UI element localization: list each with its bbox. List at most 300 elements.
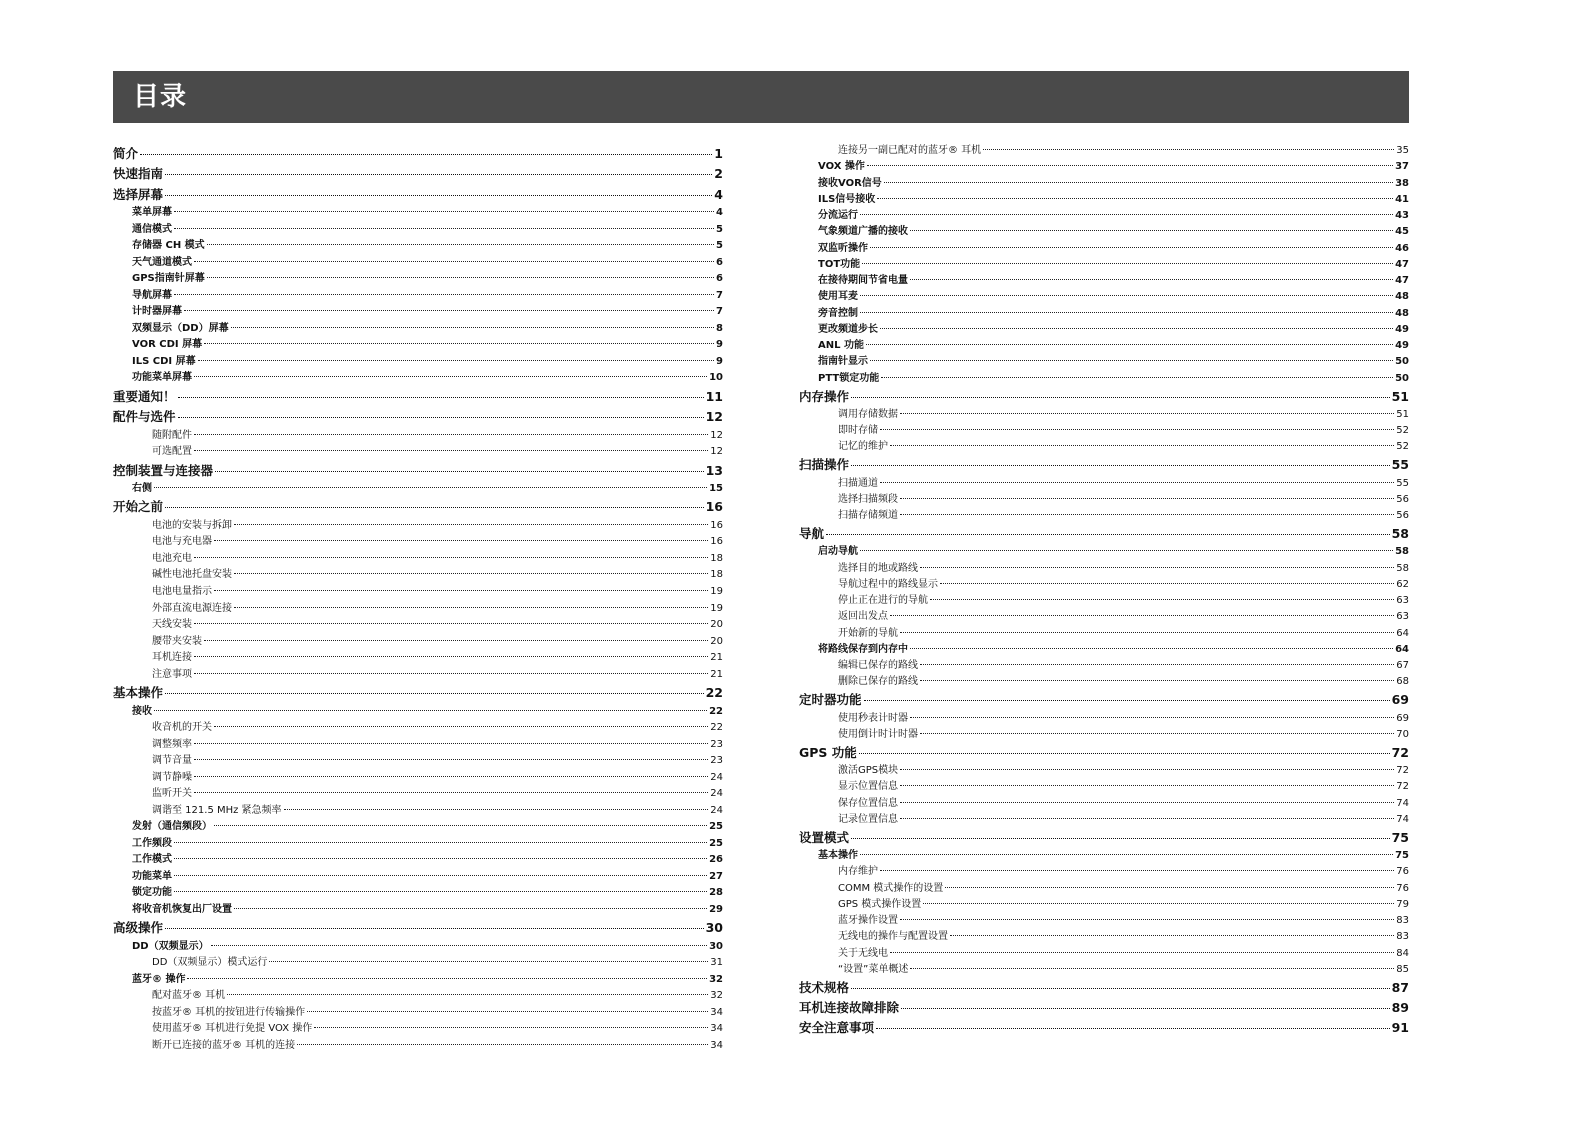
toc-page-number: 48 [1395, 307, 1409, 319]
toc-dot-leader [194, 434, 708, 435]
toc-entry-label: 连接另一副已配对的蓝牙® 耳机 [838, 145, 982, 156]
toc-entry[interactable] [799, 675, 1409, 689]
toc-dot-leader [154, 487, 707, 488]
toc-entry-label: 使用蓝牙® 耳机进行免提 VOX 操作 [152, 1023, 313, 1035]
toc-entry-label: 配件与选件 [113, 409, 176, 425]
toc-dot-leader [184, 310, 714, 311]
toc-entry-label: 调节音量 [152, 755, 192, 767]
toc-entry[interactable] [113, 272, 723, 286]
toc-entry[interactable] [113, 429, 723, 443]
toc-page-number: 68 [1396, 676, 1409, 688]
toc-dot-leader [920, 680, 1394, 681]
toc-entry[interactable] [113, 256, 723, 270]
toc-entry-label: 调节静噪 [152, 771, 192, 783]
toc-entry[interactable] [113, 410, 723, 424]
toc-entry-label: 显示位置信息 [838, 781, 898, 793]
toc-page-number: 55 [1391, 457, 1409, 473]
toc-dot-leader [880, 482, 1394, 483]
toc-page-number: 7 [716, 306, 723, 318]
toc-entry[interactable] [113, 223, 723, 237]
toc-page-number: 26 [709, 854, 723, 866]
toc-page-number: 35 [1396, 145, 1409, 156]
toc-page-number: 12 [710, 429, 723, 441]
toc-entry[interactable] [799, 578, 1409, 592]
toc-dot-leader [920, 733, 1394, 734]
toc-dot-leader [866, 344, 1393, 345]
toc-entry-label: 导航 [799, 526, 825, 542]
toc-entry[interactable] [799, 493, 1409, 507]
toc-entry-label: COMM 模式操作的设置 [838, 882, 944, 894]
toc-dot-leader [851, 988, 1390, 989]
toc-entry[interactable] [113, 552, 723, 566]
toc-entry[interactable] [799, 914, 1409, 928]
toc-page-number: 22 [705, 685, 723, 701]
toc-entry[interactable] [113, 188, 723, 202]
toc-entry[interactable] [113, 618, 723, 632]
toc-entry[interactable] [113, 500, 723, 514]
toc-entry[interactable] [113, 482, 723, 496]
toc-dot-leader [920, 567, 1394, 568]
toc-dot-leader [860, 312, 1393, 313]
toc-entry-label: 耳机连接故障排除 [799, 1000, 900, 1015]
toc-entry-label: 腰带夹安装 [152, 635, 202, 647]
toc-entry-label: 定时器功能 [799, 692, 862, 708]
toc-entry[interactable] [799, 813, 1409, 827]
toc-entry-label: 停止正在进行的导航 [838, 595, 928, 607]
toc-entry-label: 扫描操作 [799, 457, 850, 473]
toc-entry-label: “设置”菜单概述 [838, 963, 909, 975]
toc-dot-leader [194, 557, 708, 558]
toc-page-number: 19 [710, 586, 723, 598]
toc-entry-label: 接收VOR信号 [818, 177, 882, 189]
toc-page-number: 76 [1396, 882, 1409, 894]
toc-page-number: 85 [1396, 963, 1409, 975]
toc-entry[interactable] [799, 1001, 1409, 1015]
toc-entry[interactable] [113, 771, 723, 785]
toc-entry[interactable] [799, 898, 1409, 912]
toc-entry-label: 使用倒计时计时器 [838, 728, 918, 740]
toc-page-number: 56 [1396, 510, 1409, 522]
toc-entry-label: 指南针显示 [818, 356, 868, 368]
toc-page-number: 32 [709, 973, 723, 985]
toc-page-number: 55 [1396, 477, 1409, 489]
toc-page-number: 30 [709, 940, 723, 952]
toc-entry-label: 基本操作 [818, 850, 858, 862]
toc-entry[interactable] [799, 274, 1409, 288]
toc-entry[interactable] [113, 445, 723, 459]
toc-dot-leader [297, 1044, 708, 1045]
toc-entry[interactable] [799, 323, 1409, 337]
toc-entry[interactable] [113, 635, 723, 649]
toc-entry[interactable] [799, 981, 1409, 995]
toc-dot-leader [234, 607, 708, 608]
toc-dot-leader [877, 198, 1393, 199]
toc-entry-label: VOR CDI 屏幕 [132, 339, 203, 351]
toc-entry[interactable] [113, 956, 723, 970]
toc-entry[interactable] [113, 1022, 723, 1036]
toc-entry[interactable] [799, 424, 1409, 438]
toc-entry[interactable] [113, 602, 723, 616]
toc-entry[interactable] [799, 764, 1409, 778]
toc-entry-label: ILS信号接收 [818, 193, 876, 205]
toc-entry[interactable] [799, 307, 1409, 321]
toc-entry[interactable] [113, 464, 723, 478]
toc-entry[interactable] [113, 668, 723, 682]
toc-page-number: 83 [1396, 931, 1409, 943]
toc-page-number: 79 [1396, 898, 1409, 910]
toc-entry-label: 选择扫描频段 [838, 493, 898, 505]
toc-page-number: 58 [1395, 546, 1409, 558]
toc-entry[interactable] [113, 147, 723, 161]
toc-dot-leader [140, 154, 712, 155]
toc-entry[interactable] [113, 921, 723, 935]
toc-page-number: 67 [1396, 660, 1409, 672]
toc-entry[interactable] [799, 594, 1409, 608]
toc-entry[interactable] [799, 930, 1409, 944]
toc-dot-leader [901, 1008, 1390, 1009]
toc-entry-label: 分流运行 [818, 210, 858, 222]
toc-entry-label: 菜单屏幕 [132, 207, 172, 219]
toc-entry[interactable] [113, 651, 723, 665]
toc-entry-label: 存储器 CH 模式 [132, 240, 205, 252]
toc-dot-leader [890, 445, 1394, 446]
toc-dot-leader [165, 693, 704, 694]
toc-entry[interactable] [799, 242, 1409, 256]
toc-entry-label: 启动导航 [818, 546, 858, 558]
toc-entry-label: 内存维护 [838, 866, 878, 878]
toc-dot-leader [194, 792, 708, 793]
toc-page-number: 8 [716, 322, 723, 334]
toc-entry-label: 气象频道广播的接收 [818, 226, 908, 238]
toc-entry[interactable] [113, 705, 723, 719]
toc-dot-leader [910, 230, 1393, 231]
toc-page-number: 9 [716, 355, 723, 367]
toc-entry-label: 返回出发点 [838, 611, 888, 623]
toc-entry[interactable] [799, 458, 1409, 472]
toc-entry[interactable] [799, 160, 1409, 174]
toc-page-number: 72 [1396, 765, 1409, 777]
toc-dot-leader [174, 891, 707, 892]
toc-entry[interactable] [799, 562, 1409, 576]
toc-entry-label: 激活GPS模块 [838, 765, 899, 777]
toc-page-number: 47 [1395, 275, 1409, 287]
toc-entry-label: 快速指南 [113, 166, 164, 182]
toc-entry[interactable] [799, 610, 1409, 624]
toc-page-number: 10 [709, 372, 723, 384]
toc-entry[interactable] [799, 193, 1409, 207]
toc-dot-leader [920, 664, 1394, 665]
toc-entry[interactable] [799, 643, 1409, 657]
toc-page-number: 45 [1395, 226, 1409, 238]
toc-entry[interactable] [799, 545, 1409, 559]
toc-entry[interactable] [799, 477, 1409, 491]
toc-page-number: 21 [710, 652, 723, 664]
toc-page-number: 27 [709, 870, 723, 882]
toc-page-number: 84 [1396, 947, 1409, 959]
toc-entry-label: 扫描存储频道 [838, 510, 898, 522]
toc-dot-leader [890, 615, 1394, 616]
toc-entry-label: 电池充电 [152, 552, 192, 564]
toc-dot-leader [860, 214, 1393, 215]
toc-entry[interactable] [799, 527, 1409, 541]
toc-entry[interactable] [799, 693, 1409, 707]
toc-entry[interactable] [113, 390, 723, 404]
toc-entry[interactable] [799, 177, 1409, 191]
toc-entry-label: 工作频段 [132, 837, 172, 849]
toc-entry[interactable] [799, 290, 1409, 304]
toc-entry[interactable] [113, 804, 723, 818]
toc-page-number: 21 [710, 668, 723, 680]
toc-page-number: 16 [710, 536, 723, 548]
toc-entry[interactable] [113, 355, 723, 369]
toc-entry-label: 按蓝牙® 耳机的按钮进行传输操作 [152, 1006, 306, 1018]
toc-page-number: 69 [1396, 712, 1409, 724]
toc-entry-label: 计时器屏幕 [132, 306, 182, 318]
toc-entry[interactable] [113, 989, 723, 1003]
toc-entry[interactable] [113, 973, 723, 987]
toc-page-number: 72 [1391, 744, 1409, 760]
toc-dot-leader [214, 825, 707, 826]
toc-entry[interactable] [113, 870, 723, 884]
toc-page-number: 46 [1395, 242, 1409, 254]
toc-entry[interactable] [799, 509, 1409, 523]
toc-entry[interactable] [799, 746, 1409, 760]
toc-dot-leader [950, 935, 1394, 936]
toc-entry-label: 双监听操作 [818, 242, 868, 254]
toc-entry-label: 锁定功能 [132, 887, 172, 899]
toc-entry-label: 工作模式 [132, 854, 172, 866]
toc-dot-leader [900, 498, 1394, 499]
toc-page-number: 74 [1396, 813, 1409, 825]
toc-entry-label: 功能菜单 [132, 870, 172, 882]
toc-dot-leader [178, 397, 704, 398]
toc-entry[interactable] [799, 1021, 1409, 1035]
toc-entry[interactable] [113, 1006, 723, 1020]
toc-entry[interactable] [799, 712, 1409, 726]
toc-entry[interactable] [799, 728, 1409, 742]
toc-entry[interactable] [799, 882, 1409, 896]
toc-entry-label: GPS指南针屏幕 [132, 273, 205, 285]
toc-entry-label: 电池与充电器 [152, 536, 212, 548]
toc-entry-label: 导航过程中的路线显示 [838, 578, 938, 590]
toc-entry[interactable] [799, 372, 1409, 386]
toc-page-number: 91 [1391, 1020, 1409, 1035]
toc-dot-leader [900, 802, 1394, 803]
toc-dot-leader [165, 174, 712, 175]
toc-page-number: 30 [705, 920, 723, 936]
toc-entry-label: 技术规格 [799, 980, 850, 995]
toc-dot-leader [900, 769, 1394, 770]
toc-page-number: 89 [1391, 1000, 1409, 1015]
toc-entry[interactable] [799, 258, 1409, 272]
toc-entry[interactable] [113, 853, 723, 867]
toc-entry-label: 使用秒表计时器 [838, 712, 908, 724]
toc-entry-label: 将收音机恢复出厂设置 [132, 903, 232, 915]
toc-entry[interactable] [799, 440, 1409, 454]
toc-dot-leader [862, 263, 1393, 264]
toc-page-number: 87 [1391, 980, 1409, 995]
toc-entry-label: 蓝牙® 操作 [132, 973, 186, 985]
toc-dot-leader [194, 759, 708, 760]
toc-entry[interactable] [113, 568, 723, 582]
toc-entry-label: 电池的安装与拆卸 [152, 519, 232, 531]
toc-entry[interactable] [799, 865, 1409, 879]
toc-dot-leader [900, 818, 1394, 819]
toc-entry[interactable] [113, 322, 723, 336]
toc-page-number: 34 [710, 1023, 723, 1035]
toc-page-number: 4 [716, 207, 723, 219]
toc-page-number: 50 [1395, 372, 1409, 384]
toc-page-number: 13 [705, 462, 723, 478]
toc-entry[interactable] [799, 225, 1409, 239]
toc-dot-leader [174, 858, 707, 859]
toc-entry-label: 记忆的维护 [838, 441, 888, 453]
toc-dot-leader [214, 540, 708, 541]
toc-entry[interactable] [113, 371, 723, 385]
toc-entry-label: 设置模式 [799, 829, 850, 845]
toc-entry[interactable] [799, 355, 1409, 369]
toc-dot-leader [880, 328, 1393, 329]
toc-dot-leader [867, 165, 1393, 166]
toc-entry[interactable] [113, 754, 723, 768]
toc-entry-label: 内存操作 [799, 388, 850, 404]
toc-page-number: 51 [1391, 388, 1409, 404]
toc-entry[interactable] [113, 820, 723, 834]
toc-entry[interactable] [113, 535, 723, 549]
toc-page-number: 22 [710, 722, 723, 734]
toc-dot-leader [231, 327, 714, 328]
toc-entry-label: DD（双频显示）模式运行 [152, 957, 268, 969]
toc-page-number: 63 [1396, 611, 1409, 623]
toc-dot-leader [851, 838, 1390, 839]
toc-page-number: 56 [1396, 493, 1409, 505]
toc-entry[interactable] [799, 209, 1409, 223]
toc-entry[interactable] [113, 738, 723, 752]
toc-page-number: 24 [710, 788, 723, 800]
toc-entry[interactable] [799, 963, 1409, 977]
toc-dot-leader [165, 507, 704, 508]
toc-entry-label: 蓝牙操作设置 [838, 915, 898, 927]
toc-entry[interactable] [113, 721, 723, 735]
toc-entry-label: GPS 功能 [799, 744, 857, 760]
toc-dot-leader [194, 450, 708, 451]
toc-entry-label: 重要通知！ [113, 388, 176, 404]
toc-page-number: 24 [710, 771, 723, 783]
toc-page-number: 32 [710, 990, 723, 1002]
toc-entry[interactable] [113, 338, 723, 352]
toc-entry[interactable] [113, 206, 723, 220]
toc-entry[interactable] [113, 837, 723, 851]
toc-entry[interactable] [113, 305, 723, 319]
toc-entry-label: 扫描通道 [838, 477, 878, 489]
toc-entry[interactable] [799, 408, 1409, 422]
toc-entry[interactable] [799, 144, 1409, 158]
toc-entry-label: 天线安装 [152, 619, 192, 631]
toc-dot-leader [910, 279, 1393, 280]
toc-dot-leader [178, 417, 704, 418]
toc-dot-leader [876, 1028, 1390, 1029]
toc-entry[interactable] [113, 886, 723, 900]
toc-dot-leader [900, 919, 1394, 920]
toc-entry[interactable] [799, 947, 1409, 961]
toc-dot-leader [860, 295, 1393, 296]
toc-entry[interactable] [799, 659, 1409, 673]
toc-dot-leader [940, 583, 1394, 584]
toc-entry[interactable] [113, 239, 723, 253]
toc-entry[interactable] [113, 1039, 723, 1053]
toc-entry-label: 碱性电池托盘安装 [152, 569, 232, 581]
toc-page-number: 7 [716, 289, 723, 301]
toc-dot-leader [234, 524, 708, 525]
toc-entry[interactable] [113, 289, 723, 303]
toc-page-number: 12 [710, 446, 723, 458]
toc-entry-label: 配对蓝牙® 耳机 [152, 990, 226, 1002]
toc-entry-label: 电池电量指示 [152, 586, 212, 598]
toc-entry[interactable] [113, 940, 723, 954]
toc-entry-label: 耳机连接 [152, 652, 192, 664]
toc-entry-label: 编辑已保存的路线 [838, 660, 918, 672]
toc-entry[interactable] [113, 686, 723, 700]
toc-page-number: 5 [716, 223, 723, 235]
toc-dot-leader [864, 700, 1390, 701]
toc-entry[interactable] [799, 627, 1409, 641]
toc-dot-leader [923, 903, 1394, 904]
toc-entry-label: 使用耳麦 [818, 291, 858, 303]
toc-entry[interactable] [799, 797, 1409, 811]
toc-entry-label: 记录位置信息 [838, 813, 898, 825]
toc-entry-label: 删除已保存的路线 [838, 676, 918, 688]
toc-entry[interactable] [113, 167, 723, 181]
toc-entry[interactable] [113, 903, 723, 917]
toc-title-bar [113, 71, 1409, 123]
toc-dot-leader [859, 753, 1390, 754]
toc-page-number: 47 [1395, 258, 1409, 270]
toc-entry-label: 在接待期间节省电量 [818, 275, 908, 287]
toc-dot-leader [211, 945, 707, 946]
toc-entry-label: 外部直流电源连接 [152, 602, 232, 614]
toc-entry[interactable] [799, 339, 1409, 353]
toc-page-number: 1 [714, 146, 723, 161]
toc-entry-label: 高级操作 [113, 920, 164, 936]
toc-entry[interactable] [799, 849, 1409, 863]
toc-page-number: 70 [1396, 728, 1409, 740]
toc-dot-leader [194, 623, 708, 624]
toc-page-number: 2 [714, 166, 723, 182]
toc-dot-leader [174, 211, 714, 212]
toc-entry[interactable] [799, 831, 1409, 845]
toc-entry[interactable] [799, 780, 1409, 794]
toc-entry-label: PTT锁定功能 [818, 372, 880, 384]
toc-dot-leader [910, 968, 1394, 969]
toc-entry[interactable] [799, 390, 1409, 404]
toc-entry-label: 选择目的地或路线 [838, 562, 918, 574]
toc-entry-label: DD（双频显示） [132, 940, 209, 952]
toc-page-number: 25 [709, 837, 723, 849]
toc-page-number: 34 [710, 1040, 723, 1051]
toc-dot-leader [890, 952, 1394, 953]
toc-entry[interactable] [113, 519, 723, 533]
toc-page-number: 4 [714, 186, 723, 202]
toc-dot-leader [174, 875, 707, 876]
toc-entry[interactable] [113, 787, 723, 801]
toc-page-number: 25 [709, 821, 723, 833]
toc-dot-leader [198, 360, 714, 361]
toc-page-number: 51 [1396, 408, 1409, 420]
toc-page-number: 49 [1395, 323, 1409, 335]
toc-entry-label: ANL 功能 [818, 340, 864, 352]
toc-page-number: 20 [710, 635, 723, 647]
toc-entry[interactable] [113, 585, 723, 599]
